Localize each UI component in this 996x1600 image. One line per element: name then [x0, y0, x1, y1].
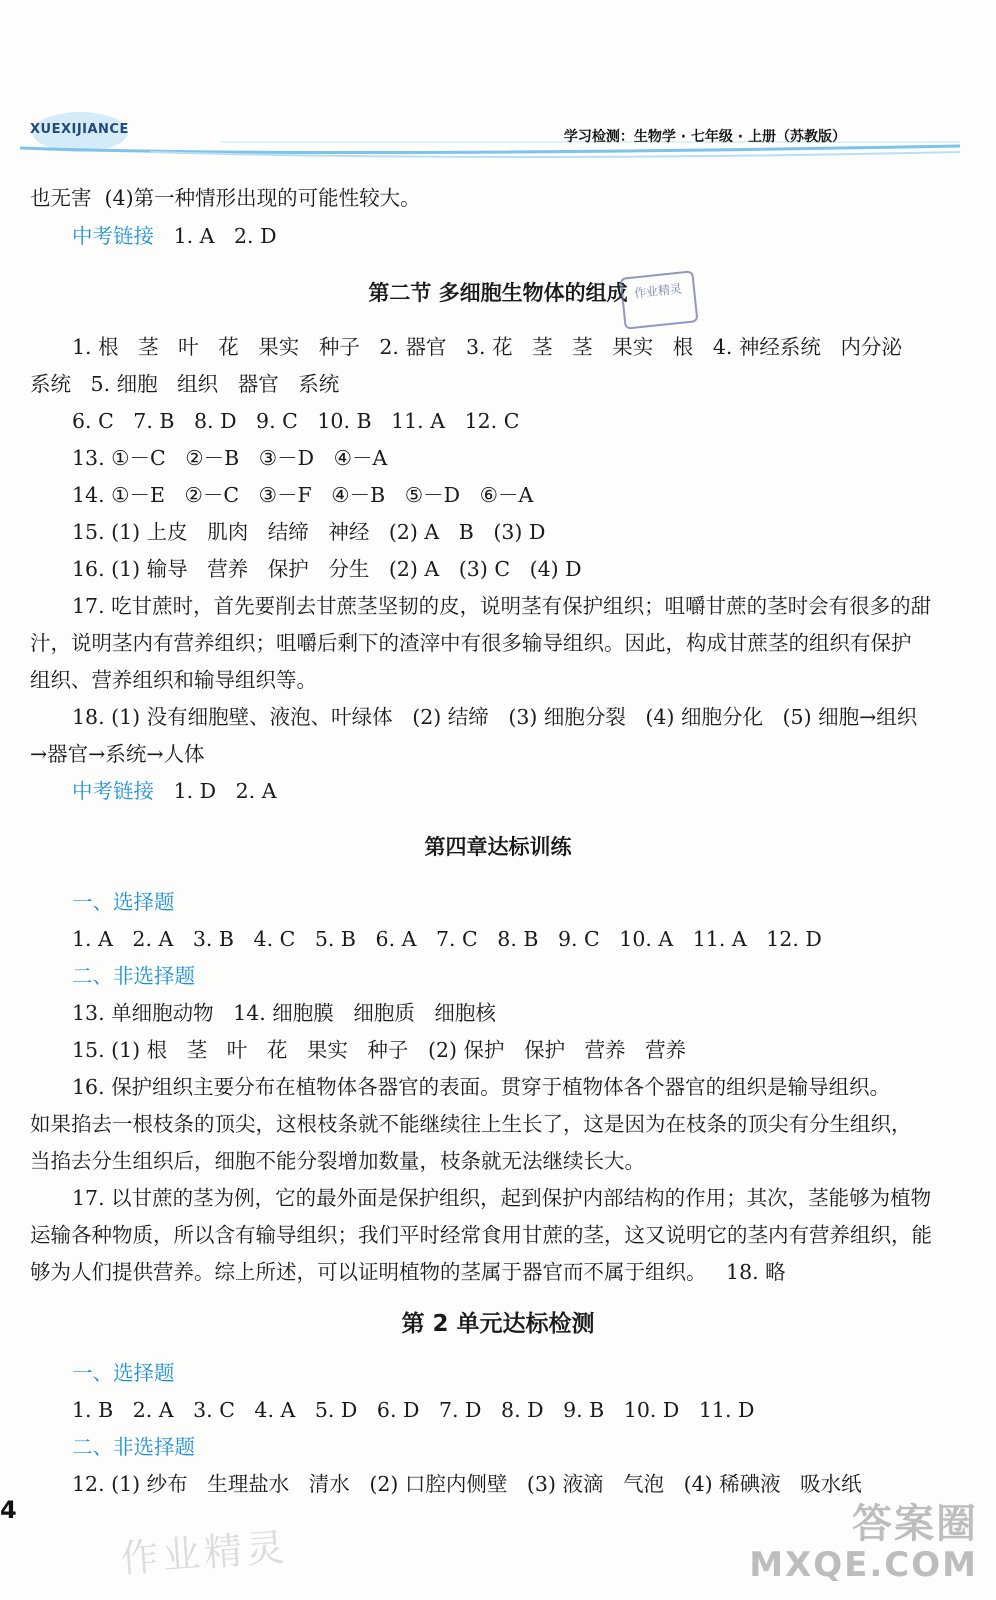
- text-line: 系统 5. 细胞 组织 器官 系统: [30, 372, 340, 396]
- section-heading: 第 2 单元达标检测: [401, 1311, 595, 1337]
- stamp-logo: 作业精灵: [619, 270, 698, 329]
- subsection-heading: 一、选择题: [72, 1361, 175, 1385]
- exam-link-line: [72, 773, 966, 809]
- text-line: 16. (1) 输导 营养 保护 分生 (2) A (3) C (4) D: [72, 557, 582, 581]
- watermark-logo-text: 答案圈: [852, 1501, 978, 1547]
- exam-link-answers: 1. A 2. D: [173, 224, 277, 248]
- text-line: 13. ①－C ②－B ③－D ④－A: [72, 446, 388, 470]
- exam-link-line: [72, 218, 966, 254]
- header-logo: XUEXIJIANCE: [30, 122, 129, 137]
- text-line: 1. 根 茎 叶 花 果实 种子 2. 器官 3. 花 茎 茎 果实 根 4. 神经系统 内分泌: [72, 335, 902, 359]
- text-line: 18. (1) 没有细胞壁、液泡、叶绿体 (2) 结缔 (3) 细胞分裂 (4) 细胞分化 (5) 细胞→组织: [72, 705, 918, 729]
- exam-link-label: 中考链接: [72, 224, 154, 248]
- exam-link-label: 中考链接: [72, 779, 154, 803]
- text-line: 够为人们提供营养。综上所述，可以证明植物的茎属于器官而不属于组织。 18. 略: [30, 1260, 786, 1284]
- text-line: 6. C 7. B 8. D 9. C 10. B 11. A 12. C: [72, 409, 520, 433]
- text-line: 运输各种物质，所以含有输导组织；我们平时经常食用甘蔗的茎，这又说明它的茎内有营养组织，能: [30, 1223, 932, 1247]
- exam-link-answers: 1. D 2. A: [173, 779, 277, 803]
- header-swoosh: [0, 100, 996, 170]
- text-line: 1. B 2. A 3. C 4. A 5. D 6. D 7. D 8. D 9. B 10. D 11. D: [72, 1398, 755, 1422]
- watermark-logo: [749, 1502, 978, 1584]
- text-line: 13. 单细胞动物 14. 细胞膜 细胞质 细胞核: [72, 1001, 496, 1025]
- text-line: 14. ①－E ②－C ③－F ④－B ⑤－D ⑥－A: [72, 483, 534, 507]
- text-line: 组织、营养组织和输导组织等。: [30, 668, 317, 692]
- page-number: 4: [0, 1496, 17, 1524]
- watermark-bottom: 作业精灵: [118, 1525, 290, 1581]
- text-line: 如果掐去一根枝条的顶尖，这根枝条就不能继续往上生长了，这是因为在枝条的顶尖有分生组织，: [30, 1112, 912, 1136]
- subsection-heading: 二、非选择题: [72, 964, 195, 988]
- text-line: 15. (1) 根 茎 叶 花 果实 种子 (2) 保护 保护 营养 营养: [72, 1038, 687, 1062]
- text-line: 当掐去分生组织后，细胞不能分裂增加数量，枝条就无法继续长大。: [30, 1149, 645, 1173]
- text-line: 也无害 (4)第一种情形出现的可能性较大。: [30, 186, 421, 210]
- text-line: 1. A 2. A 3. B 4. C 5. B 6. A 7. C 8. B 9. C 10. A 11. A 12. D: [72, 927, 822, 951]
- text-line: 15. (1) 上皮 肌肉 结缔 神经 (2) A B (3) D: [72, 520, 546, 544]
- subsection-heading: 一、选择题: [72, 890, 175, 914]
- text-line: 汁，说明茎内有营养组织；咀嚼后剩下的渣滓中有很多输导组织。因此，构成甘蔗茎的组织有保护: [30, 631, 912, 655]
- text-line: 16. 保护组织主要分布在植物体各器官的表面。贯穿于植物体各个器官的组织是输导组织。: [72, 1075, 891, 1099]
- section-heading: 第四章达标训练: [424, 835, 572, 859]
- text-line: 17. 吃甘蔗时，首先要削去甘蔗茎坚韧的皮，说明茎有保护组织；咀嚼甘蔗的茎时会有很多的甜: [72, 594, 932, 618]
- subsection-heading: 二、非选择题: [72, 1435, 195, 1459]
- header-title: 学习检测：生物学 · 七年级 · 上册（苏教版）: [563, 129, 846, 145]
- text-line: →器官→系统→人体: [30, 742, 205, 766]
- text-line: 12. (1) 纱布 生理盐水 清水 (2) 口腔内侧壁 (3) 液滴 气泡 (4) 稀碘液 吸水纸: [72, 1472, 862, 1496]
- text-line: 17. 以甘蔗的茎为例，它的最外面是保护组织，起到保护内部结构的作用；其次，茎能够为植物: [72, 1186, 932, 1210]
- page-header: [0, 100, 996, 170]
- section-heading: 第二节 多细胞生物体的组成: [368, 281, 628, 305]
- watermark-url: MXQE.COM: [749, 1545, 978, 1585]
